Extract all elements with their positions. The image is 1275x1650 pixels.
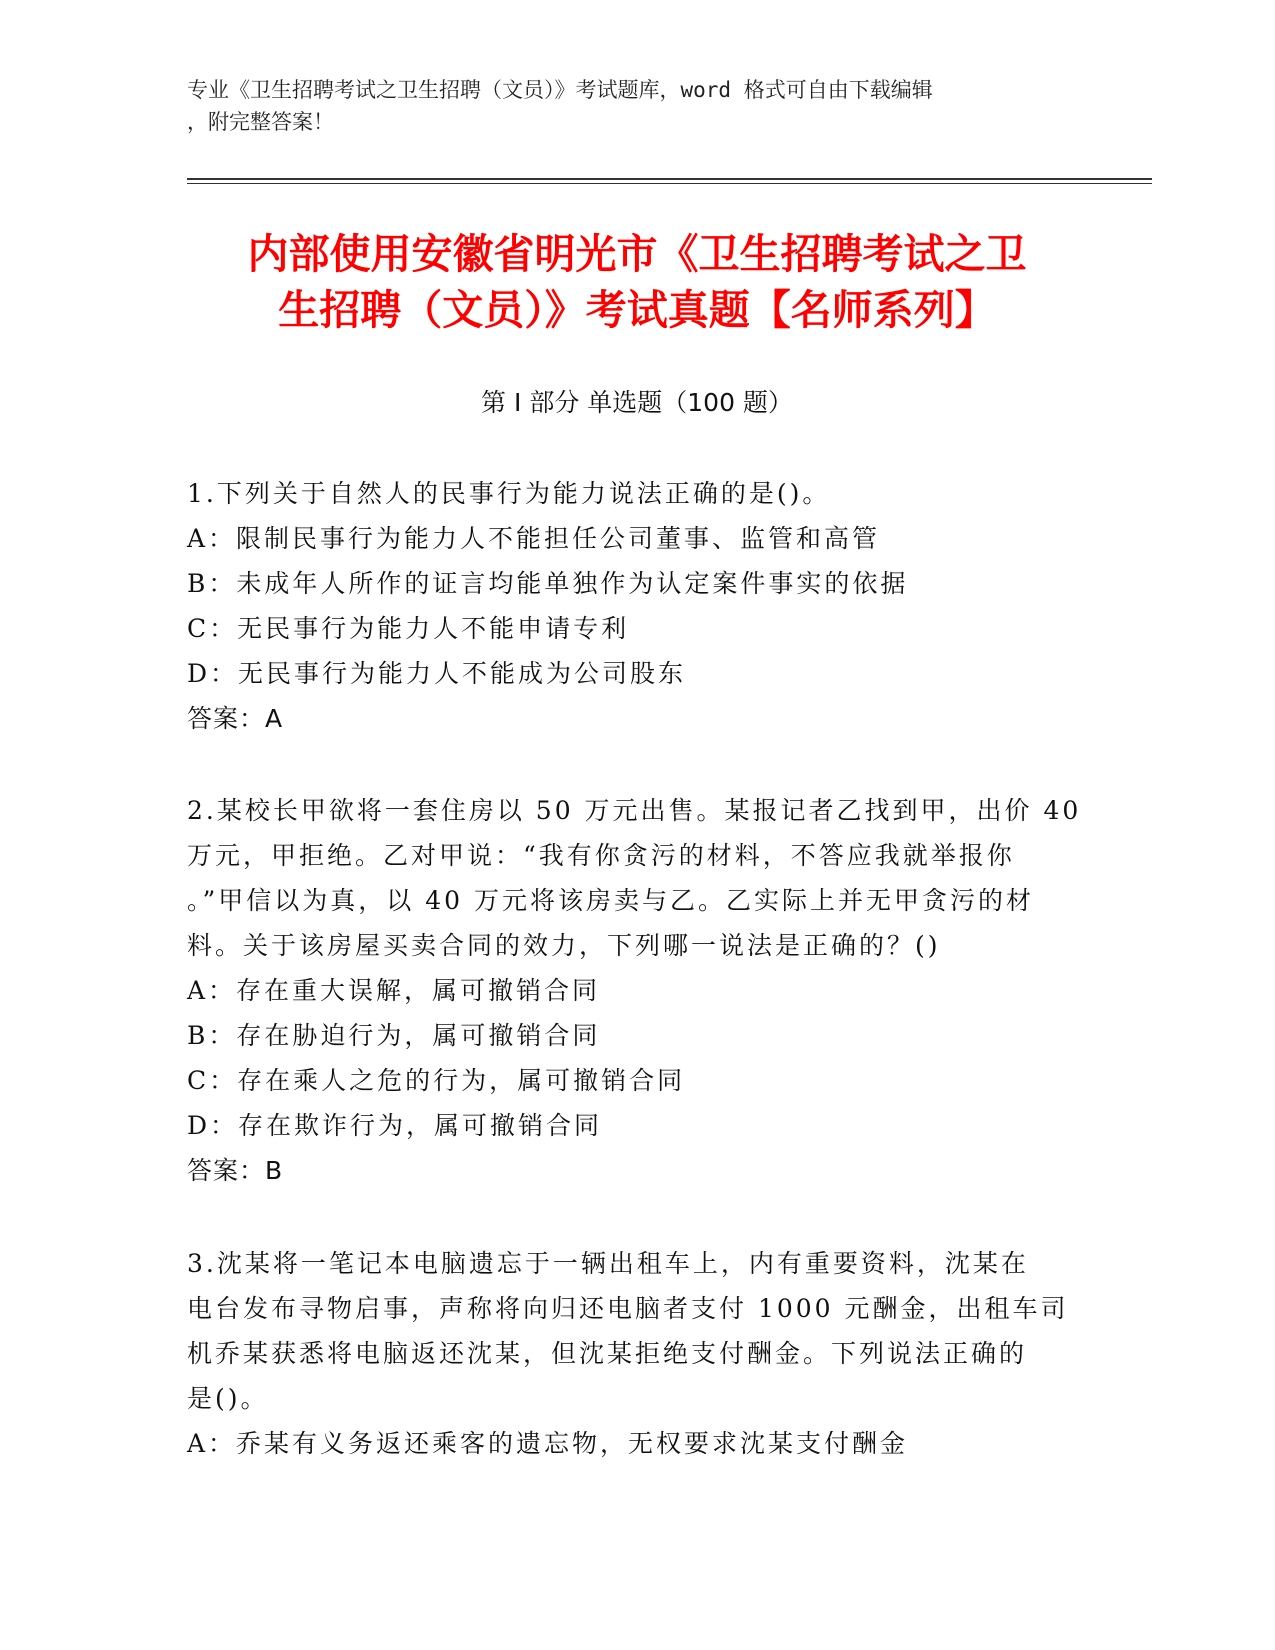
- document-title-line-1: 内部使用安徽省明光市《卫生招聘考试之卫: [247, 230, 1027, 278]
- question-3: [187, 1241, 1087, 1466]
- document-title-line-2: 生招聘（文员）》考试真题【名师系列】: [278, 286, 996, 334]
- question-stem-line: 机乔某获悉将电脑返还沈某，但沈某拒绝支付酬金。下列说法正确的: [187, 1339, 1028, 1368]
- section-title: 第 I 部分 单选题（100 题）: [481, 388, 793, 417]
- question-option-c: C：存在乘人之危的行为，属可撤销合同: [187, 1066, 686, 1095]
- header-note: 专业《卫生招聘考试之卫生招聘（文员）》考试题库，word 格式可自由下载编辑 ，附完整答案！: [187, 78, 933, 134]
- question-stem-line: 3.沈某将一笔记本电脑遗忘于一辆出租车上，内有重要资料，沈某在: [187, 1249, 1029, 1278]
- question-2: [187, 788, 1087, 1193]
- question-option-d: D：存在欺诈行为，属可撤销合同: [187, 1111, 603, 1140]
- question-stem-line: 电台发布寻物启事，声称将向归还电脑者支付 1000 元酬金，出租车司: [187, 1294, 1069, 1323]
- question-option-b: B：存在胁迫行为，属可撤销合同: [187, 1021, 601, 1050]
- question-option-a: A：存在重大误解，属可撤销合同: [187, 976, 601, 1005]
- question-option-b: B：未成年人所作的证言均能单独作为认定案件事实的依据: [187, 569, 909, 598]
- question-option-d: D：无民事行为能力人不能成为公司股东: [187, 659, 687, 688]
- question-option-c: C：无民事行为能力人不能申请专利: [187, 614, 630, 643]
- question-stem-line: 是()。: [187, 1384, 269, 1413]
- question-answer: 答案：B: [187, 1156, 284, 1185]
- question-stem-line: 料。关于该房屋买卖合同的效力，下列哪一说法是正确的？(): [187, 931, 941, 960]
- document-title: [187, 226, 1087, 338]
- question-option-a: A：限制民事行为能力人不能担任公司董事、监管和高管: [187, 524, 881, 553]
- question-stem-line: 。”甲信以为真，以 40 万元将该房卖与乙。乙实际上并无甲贪污的材: [187, 886, 1034, 915]
- question-answer: 答案：A: [187, 704, 284, 733]
- question-stem-line: 1.下列关于自然人的民事行为能力说法正确的是()。: [187, 479, 831, 508]
- header-divider-thin: [187, 183, 1152, 184]
- question-stem-line: 2.某校长甲欲将一套住房以 50 万元出售。某报记者乙找到甲，出价 40: [187, 796, 1082, 825]
- header-divider-thick: [187, 178, 1152, 180]
- question-option-a: A：乔某有义务返还乘客的遗忘物，无权要求沈某支付酬金: [187, 1429, 909, 1458]
- question-stem-line: 万元，甲拒绝。乙对甲说：“我有你贪污的材料，不答应我就举报你: [187, 841, 1015, 870]
- question-1: [187, 471, 1087, 741]
